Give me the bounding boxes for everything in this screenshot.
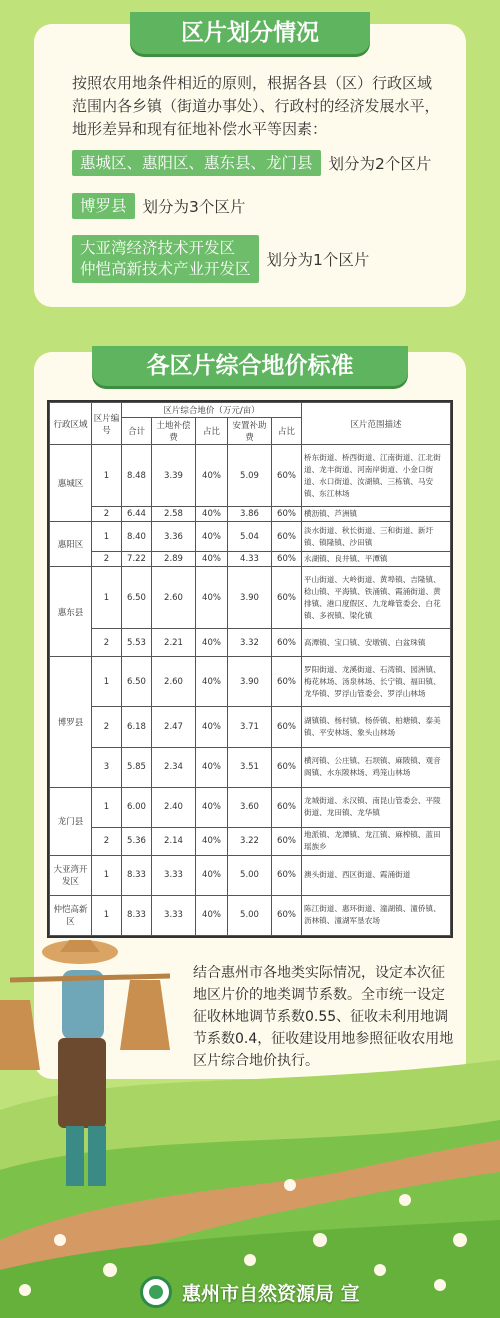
cell-ratio: 40% xyxy=(196,629,228,657)
cell-ratio: 40% xyxy=(196,787,228,827)
cell-ratio-2: 60% xyxy=(272,657,302,707)
cell-land: 3.33 xyxy=(152,895,196,935)
cell-ratio: 40% xyxy=(196,567,228,629)
cell-desc: 湖镇镇、杨村镇、杨侨镇、柏塘镇、泰美镇、平安林场、象头山林场 xyxy=(302,707,451,747)
cell-ratio-2: 60% xyxy=(272,827,302,855)
header-ratio-2: 占比 xyxy=(272,418,302,445)
cell-ratio: 40% xyxy=(196,507,228,522)
group-row-2 xyxy=(72,193,245,219)
cell-zone: 2 xyxy=(92,552,122,567)
cell-zone: 1 xyxy=(92,787,122,827)
cell-resettle: 3.90 xyxy=(228,567,272,629)
bureau-logo-icon xyxy=(140,1276,172,1308)
group-tag: 博罗县 xyxy=(72,193,135,219)
cell-zone: 3 xyxy=(92,747,122,787)
cell-resettle: 3.60 xyxy=(228,787,272,827)
table-row xyxy=(50,787,451,827)
footer-org: 惠州市自然资源局 宣 xyxy=(182,1282,360,1305)
cell-desc: 龙城街道、永汉镇、南昆山管委会、平陵街道、龙田镇、龙华镇 xyxy=(302,787,451,827)
cell-total: 6.00 xyxy=(122,787,152,827)
cell-zone: 1 xyxy=(92,657,122,707)
header-land: 土地补偿费 xyxy=(152,418,196,445)
cell-zone: 1 xyxy=(92,567,122,629)
cell-region: 龙门县 xyxy=(50,787,92,855)
header-region: 行政区域 xyxy=(50,403,92,445)
cell-region: 博罗县 xyxy=(50,657,92,787)
group-row-1 xyxy=(72,150,431,176)
cell-desc: 陈江街道、惠环街道、潼湖镇、潼侨镇、沥林镇、潼湖军垦农场 xyxy=(302,895,451,935)
cell-resettle: 5.00 xyxy=(228,855,272,895)
cell-ratio-2: 60% xyxy=(272,507,302,522)
cell-land: 2.89 xyxy=(152,552,196,567)
cell-ratio: 40% xyxy=(196,445,228,507)
cell-ratio-2: 60% xyxy=(272,895,302,935)
cell-desc: 横河镇、公庄镇、石坝镇、麻陂镇、观音阁镇、水东陂林场、鸡笼山林场 xyxy=(302,747,451,787)
cell-zone: 2 xyxy=(92,629,122,657)
cell-resettle: 3.86 xyxy=(228,507,272,522)
cell-ratio-2: 60% xyxy=(272,567,302,629)
cell-region: 大亚湾开发区 xyxy=(50,855,92,895)
cell-desc: 淡水街道、秋长街道、三和街道、新圩镇、镇隆镇、沙田镇 xyxy=(302,522,451,552)
cell-land: 2.60 xyxy=(152,657,196,707)
cell-ratio: 40% xyxy=(196,657,228,707)
footer xyxy=(140,1276,360,1308)
cell-desc: 平山街道、大岭街道、黄埠镇、吉隆镇、稔山镇、平海镇、铁涌镇、霞涌街道、黄排镇、港口度假区、九龙峰管委会、白花镇、多祝镇、梁化镇 xyxy=(302,567,451,629)
cell-ratio-2: 60% xyxy=(272,855,302,895)
cell-resettle: 3.51 xyxy=(228,747,272,787)
cell-land: 2.21 xyxy=(152,629,196,657)
header-zone: 区片编号 xyxy=(92,403,122,445)
cell-zone: 2 xyxy=(92,827,122,855)
cell-ratio-2: 60% xyxy=(272,787,302,827)
cell-ratio: 40% xyxy=(196,707,228,747)
group-text: 划分为1个区片 xyxy=(266,251,370,269)
cell-desc: 永湖镇、良井镇、平潭镇 xyxy=(302,552,451,567)
group-row-3 xyxy=(72,235,369,283)
cell-total: 5.53 xyxy=(122,629,152,657)
group-tag xyxy=(72,235,259,283)
cell-ratio: 40% xyxy=(196,855,228,895)
group-tag-line: 仲恺高新技术产业开发区 xyxy=(80,260,251,278)
table-row xyxy=(50,855,451,895)
cell-ratio-2: 60% xyxy=(272,445,302,507)
cell-desc: 地派镇、龙潭镇、龙江镇、麻榨镇、蓝田瑶族乡 xyxy=(302,827,451,855)
header-ratio: 占比 xyxy=(196,418,228,445)
cell-ratio-2: 60% xyxy=(272,552,302,567)
cell-resettle: 4.33 xyxy=(228,552,272,567)
cell-land: 2.34 xyxy=(152,747,196,787)
cell-ratio-2: 60% xyxy=(272,707,302,747)
cell-zone: 1 xyxy=(92,855,122,895)
header-resettle: 安置补助费 xyxy=(228,418,272,445)
cell-resettle: 5.00 xyxy=(228,895,272,935)
cell-land: 2.40 xyxy=(152,787,196,827)
cell-total: 5.85 xyxy=(122,747,152,787)
cell-land: 2.60 xyxy=(152,567,196,629)
cell-land: 2.58 xyxy=(152,507,196,522)
cell-resettle: 3.90 xyxy=(228,657,272,707)
cell-desc: 澳头街道、西区街道、霞涌街道 xyxy=(302,855,451,895)
cell-land: 3.33 xyxy=(152,855,196,895)
header-desc: 区片范围描述 xyxy=(302,403,451,445)
cell-region: 惠东县 xyxy=(50,567,92,657)
cell-desc: 罗阳街道、龙溪街道、石湾镇、园洲镇、梅花林场、汤泉林场、长宁镇、福田镇、龙华镇、罗浮山管委会、罗浮山林场 xyxy=(302,657,451,707)
cell-ratio: 40% xyxy=(196,827,228,855)
cell-ratio: 40% xyxy=(196,895,228,935)
table-row xyxy=(50,445,451,507)
cell-resettle: 5.04 xyxy=(228,522,272,552)
cell-desc: 桥东街道、桥西街道、江南街道、江北街道、龙丰街道、河南岸街道、小金口街道、水口街道、汝湖镇、三栋镇、马安镇、东江林场 xyxy=(302,445,451,507)
cell-total: 6.50 xyxy=(122,657,152,707)
cell-total: 8.33 xyxy=(122,855,152,895)
table-row xyxy=(50,567,451,629)
cell-region: 惠阳区 xyxy=(50,522,92,567)
cell-total: 6.44 xyxy=(122,507,152,522)
table-row xyxy=(50,552,451,567)
cell-total: 8.33 xyxy=(122,895,152,935)
cell-ratio-2: 60% xyxy=(272,522,302,552)
cell-ratio: 40% xyxy=(196,522,228,552)
cell-desc: 高潭镇、宝口镇、安墩镇、白盆珠镇 xyxy=(302,629,451,657)
cell-land: 3.39 xyxy=(152,445,196,507)
cell-zone: 1 xyxy=(92,445,122,507)
cell-resettle: 3.22 xyxy=(228,827,272,855)
group-tag: 惠城区、惠阳区、惠东县、龙门县 xyxy=(72,150,321,176)
group-text: 划分为3个区片 xyxy=(142,198,246,216)
cell-zone: 2 xyxy=(92,507,122,522)
cell-ratio-2: 60% xyxy=(272,747,302,787)
cell-resettle: 5.09 xyxy=(228,445,272,507)
cell-region: 惠城区 xyxy=(50,445,92,522)
section-title-division: 区片划分情况 xyxy=(130,12,370,54)
cell-resettle: 3.32 xyxy=(228,629,272,657)
cell-desc: 横沥镇、芦洲镇 xyxy=(302,507,451,522)
price-table-wrapper xyxy=(47,400,453,938)
table-row xyxy=(50,522,451,552)
group-tag-line: 大亚湾经济技术开发区 xyxy=(80,239,236,257)
cell-land: 2.14 xyxy=(152,827,196,855)
cell-total: 6.18 xyxy=(122,707,152,747)
table-row xyxy=(50,507,451,522)
cell-total: 8.40 xyxy=(122,522,152,552)
table-row xyxy=(50,747,451,787)
cell-total: 5.36 xyxy=(122,827,152,855)
cell-zone: 1 xyxy=(92,895,122,935)
table-row xyxy=(50,707,451,747)
group-text: 划分为2个区片 xyxy=(328,155,432,173)
cell-total: 6.50 xyxy=(122,567,152,629)
price-table xyxy=(49,402,451,936)
cell-zone: 1 xyxy=(92,522,122,552)
cell-resettle: 3.71 xyxy=(228,707,272,747)
header-price-group: 区片综合地价（万元/亩） xyxy=(122,403,302,418)
cell-land: 3.36 xyxy=(152,522,196,552)
cell-region: 仲恺高新区 xyxy=(50,895,92,935)
table-row xyxy=(50,827,451,855)
division-intro: 按照农用地条件相近的原则，根据各县（区）行政区域范围内各乡镇（街道办事处）、行政村的经济发展水平，地形差异和现有征地补偿水平等因素： xyxy=(72,74,440,138)
cell-ratio: 40% xyxy=(196,747,228,787)
table-row xyxy=(50,657,451,707)
coefficient-note: 结合惠州市各地类实际情况，设定本次征地区片价的地类调节系数。全市统一设定征收林地调节系数0.55、征收未利用地调节系数0.4，征收建设用地参照征收农用地区片综合地价执行。 xyxy=(193,965,454,1069)
cell-total: 8.48 xyxy=(122,445,152,507)
table-row xyxy=(50,629,451,657)
cell-zone: 2 xyxy=(92,707,122,747)
cell-ratio-2: 60% xyxy=(272,629,302,657)
table-row xyxy=(50,895,451,935)
cell-land: 2.47 xyxy=(152,707,196,747)
header-total: 合计 xyxy=(122,418,152,445)
cell-total: 7.22 xyxy=(122,552,152,567)
cell-ratio: 40% xyxy=(196,552,228,567)
section-title-price: 各区片综合地价标准 xyxy=(92,346,408,386)
